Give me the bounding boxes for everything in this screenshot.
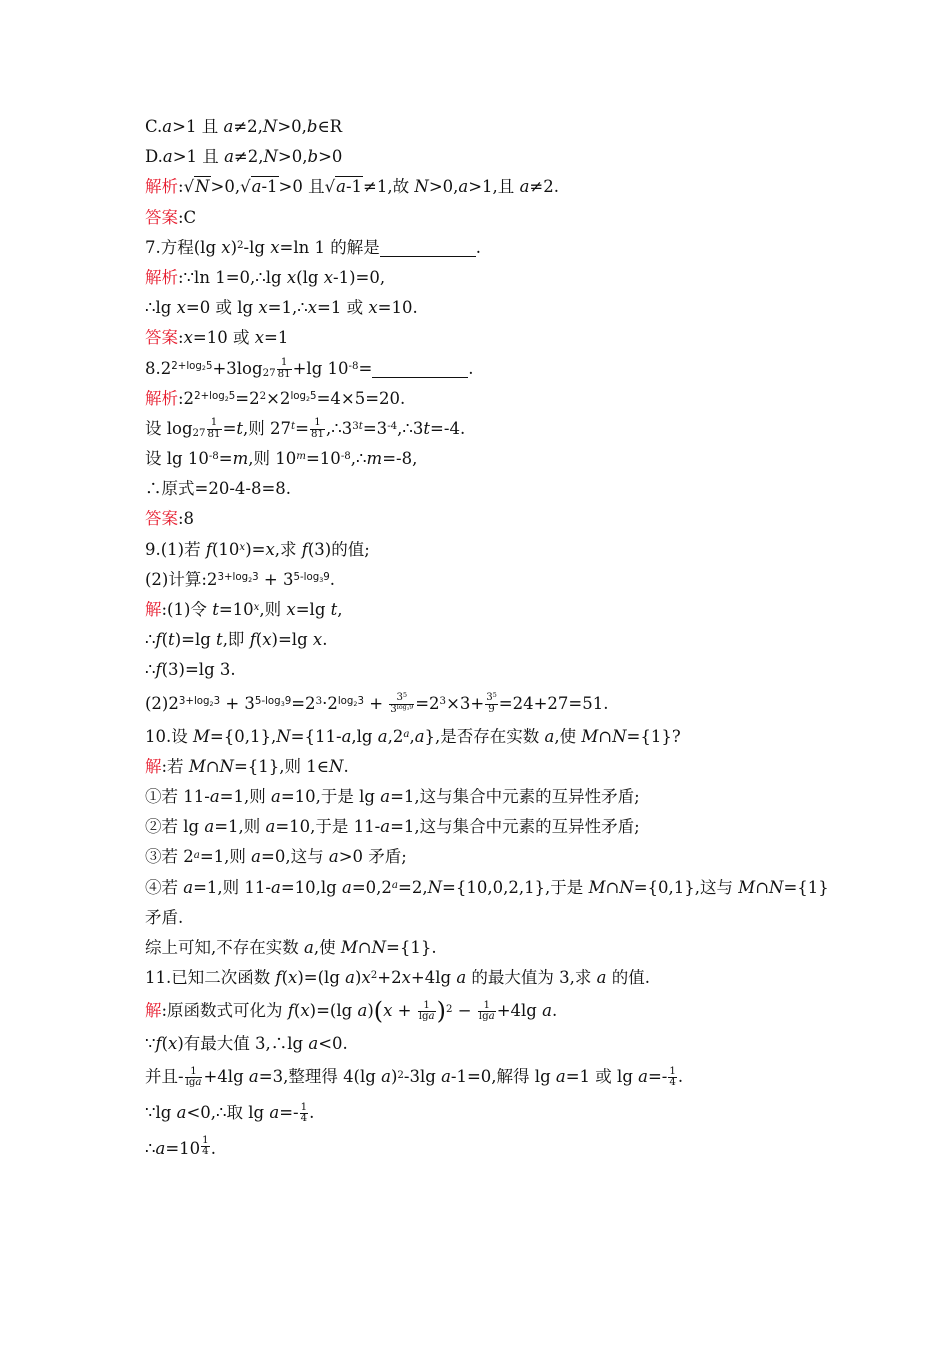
q7-stem: 7.方程(lg x)$^2$-lg x=ln 1 的解是 .: [145, 237, 481, 257]
q10-solution-5: ④若 a=1,则 11-a=10,lg a=0,2$^a$=2,N={10,0,2,1},于是 M∩N={0,1},这与 M∩N={1}: [145, 877, 829, 897]
q9-stem-1: 9.(1)若 $f(10^x)=x$,求 f(3)的值;: [145, 539, 370, 559]
q8-analysis-2: 设 $\log_{27}$ $\frac{1}{81}$ =t,则 $27^t=$ $\frac{1}{81}$ $,\therefore 3^{3t}=3^{-4},\therefore 3t=-4$.: [145, 417, 466, 440]
q10-stem: 10.设 M={0,1},N={11-a,lg a,2$^a$,a},是否存在实数 a,使 M∩N={1}?: [145, 726, 681, 746]
q10-solution-1: 解:若 M∩N={1},则 1∈N.: [145, 756, 349, 776]
q11-solution-4: ∵lg a<0,∴取 lg a=- $\frac{1}{4}$ .: [145, 1101, 315, 1125]
q10-solution-4: ③若 $2^a=1$,则 a=0,这与 a>0 矛盾;: [145, 847, 407, 867]
q9-solution-2: ∴f(t)=lg t,即 f(x)=lg x.: [145, 630, 328, 650]
q7-answer: 答案:x=10 或 x=1: [145, 328, 289, 348]
q9-solution-1: 解:(1)令 $t=10^x$,则 x=lg t,: [145, 600, 343, 619]
option-d: D.a>1 且 a≠2,N>0,b>0: [145, 147, 343, 167]
q9-stem-2: (2)计算$:2^{3+log_23} + 3^{5-log_39}$.: [145, 569, 336, 589]
q10-solution-6: 矛盾.: [145, 907, 184, 927]
q8-analysis-1: 解析$:2^{2+log_25}=2^2\times 2^{log_25}=4\times 5=20$.: [145, 388, 406, 408]
q11-solution-3: 并且- $\frac{1}{\lg a}$ +4lg a=3,整理得 4(lg a)$^2$-3lg a-1=0,解得 lg a=1 或 lg a=- $\frac{1}{4}$ .: [145, 1065, 684, 1089]
q8-analysis-3: 设 $\lg 10^{-8}=m$,则 $10^m=10^{-8},\therefore m=-8$,: [145, 449, 418, 469]
q8-stem: $8.2^{2+log_25}+3\log_{27}$ $\frac{1}{81}$ +lg $10^{-8}=$ .: [145, 356, 474, 380]
q9-solution-4: $(2)2^{3+log_23} + 3^{5-log_39}=2^3\cdot 2^{log_23}$ + $\frac{3^5}{3^{log_39}}$ $=2^3\times 3+$ $\frac{3^5}{9}$ =24+27=51.: [145, 691, 609, 715]
q10-solution-2: ①若 11-a=1,则 a=10,于是 lg a=1,这与集合中元素的互异性矛盾;: [145, 786, 640, 806]
option-c: C.a>1 且 a≠2,N>0,b∈R: [145, 117, 343, 136]
document-page: [145, 112, 829, 1167]
q11-solution-1: 解:原函数式可化为 f(x)=(lg a)(x + $\frac{1}{\lg a}$ )$^2$ − $\frac{1}{\lg a}$ +4lg a.: [145, 997, 558, 1026]
q11-solution-5: ∴a=10 $^{\frac{1}{4}}$ .: [145, 1134, 216, 1159]
q8-analysis-4: ∴原式=20-4-8=8.: [145, 479, 292, 499]
q11-stem: 11.已知二次函数 f(x)=(lg $a)x^2+2x+4\lg$ a 的最大值为 3,求 a 的值.: [145, 968, 650, 988]
q9-solution-3: ∴f(3)=lg 3.: [145, 660, 236, 680]
q8-answer: 答案:8: [145, 509, 195, 529]
q7-analysis-1: 解析:∵ln 1=0,∴lg x(lg x-1)=0,: [145, 267, 386, 287]
q6-answer: 答案:C: [145, 207, 197, 227]
q7-analysis-2: ∴lg x=0 或 lg x=1,∴x=1 或 x=10.: [145, 298, 418, 318]
answer-blank: [372, 359, 468, 378]
q10-solution-7: 综上可知,不存在实数 a,使 M∩N={1}.: [145, 937, 437, 957]
q11-solution-2: ∵f(x)有最大值 3,∴lg a<0.: [145, 1034, 348, 1054]
answer-blank: [380, 238, 476, 257]
q10-solution-3: ②若 lg a=1,则 a=10,于是 11-a=1,这与集合中元素的互异性矛盾;: [145, 817, 640, 837]
q6-analysis: 解析:√N>0,√a-1>0 且√a-1≠1,故 N>0,a>1,且 a≠2.: [145, 177, 559, 197]
